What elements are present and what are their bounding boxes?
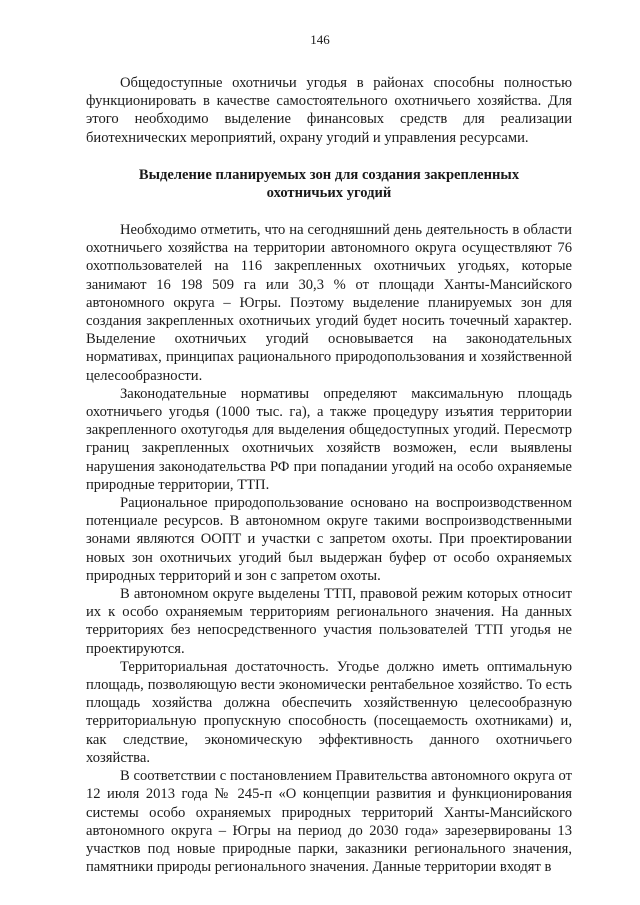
section-heading-line-1: Выделение планируемых зон для создания закрепленных	[138, 167, 520, 183]
paragraph-rational-use: Рациональное природопользование основано на воспроизводственном потенциале ресурсов. В автономном округе такими воспроизводственными зонами являются ООПТ и участки с запретом охоты. При проектировании новых зон охотничьих угодий был выдержан буфер от особо охраняемых природных территорий и зон с запретом охоты.	[86, 495, 572, 584]
page-number: 146	[310, 32, 330, 47]
paragraph-ttp: В автономном округе выделены ТТП, правовой режим которых относит их к особо охраняемым территориям регионального значения. На данных территориях без непосредственного участия пользователей ТТП угодья не проектируются.	[86, 586, 572, 657]
paragraph-legislative-norms: Законодательные нормативы определяют максимальную площадь охотничьего угодья (1000 тыс. га), а также процедуру изъятия территории закрепленного охотугодья для выделения общедоступных угодий. Пересмотр границ закрепленных охотничьих хозяйств возможен, если выявлены нарушения законодательства РФ при попадании угодий на особо охраняемые природные территории, ТТП.	[86, 385, 572, 493]
paragraph-territorial-sufficiency: Территориальная достаточность. Угодье должно иметь оптимальную площадь, позволяющую вести экономически рентабельное хозяйство. То есть площадь хозяйства должна обеспечить хозяйственную целесообразную территориальную пропускную способность (посещаемость охотниками) и, как следствие, экономическую эффективность данного охотничьего хозяйства.	[86, 658, 572, 766]
section-body	[86, 221, 572, 876]
paragraph-activity-overview: Необходимо отметить, что на сегодняшний день деятельность в области охотничьего хозяйства на территории автономного округа осуществляют 76 охотпользователей на 116 закрепленных охотничьих угодьях, которые занимают 16 198 509 га или 30,3 % от площади Ханты-Мансийского автономного округа – Югры. Поэтому выделение планируемых зон для создания закрепленных охотничьих угодий будет носить точечный характер. Выделение охотничьих угодий основывается на законодательных нормативах, принципах рационального природопользования и хозяйственной целесообразности.	[86, 222, 572, 384]
intro-paragraph: Общедоступные охотничьи угодья в районах способны полностью функционировать в качестве самостоятельного охотничьего хозяйства. Для этого необходимо выделение финансовых средств для реализации биотехнических мероприятий, охрану угодий и управления ресурсами.	[86, 75, 572, 146]
intro-block	[86, 74, 572, 147]
paragraph-government-resolution: В соответствии с постановлением Правительства автономного округа от 12 июля 2013 года № 245-п «О концепции развития и функционирования системы особо охраняемых природных территорий Ханты-Мансийского автономного округа – Югры на период до 2030 года» зарезервированы 13 участков под новые природные парки, заказники регионального значения, памятники природы регионального значения. Данные территории входят в	[86, 768, 572, 876]
section-heading	[86, 166, 572, 202]
section-heading-line-2: охотничьих угодий	[266, 185, 392, 202]
